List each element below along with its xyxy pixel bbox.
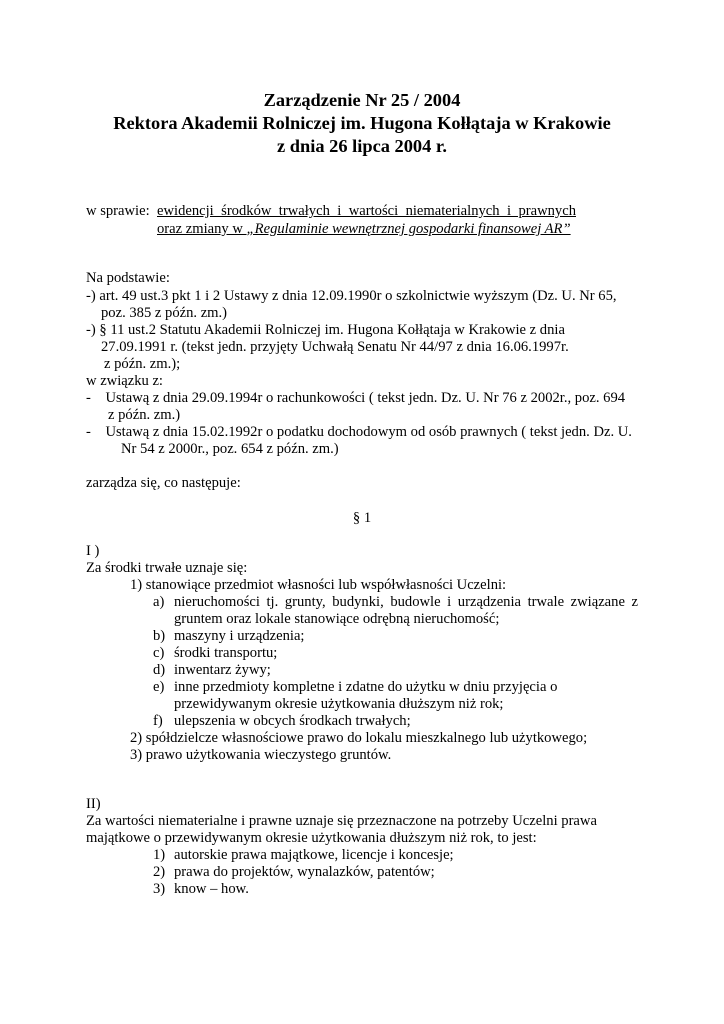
subitem-letter: d) — [153, 662, 166, 678]
subject-line-1: ewidencji środków trwałych i wartości niematerialnych i prawnych — [157, 203, 576, 219]
subitem-text: nieruchomości tj. grunty, budynki, budowle i urządzenia trwale związane z — [174, 594, 638, 610]
part-2-item-num: 2) — [153, 864, 166, 880]
connection-item-2-cont: Nr 54 z 2000r., poz. 654 z późn. zm.) — [121, 441, 339, 457]
section-mark: § 1 — [352, 510, 372, 526]
subitem-cont: przewidywanym okresie użytkowania dłuższym niż rok; — [174, 696, 504, 712]
part-2-item-text: know – how. — [174, 881, 249, 897]
subitem-letter: a) — [153, 594, 165, 610]
part-1-item-3: 3) prawo użytkowania wieczystego gruntów. — [130, 747, 392, 763]
subitem-text: środki transportu; — [174, 645, 278, 661]
subject-line-2 — [157, 221, 571, 239]
connection-item-1-cont: z późn. zm.) — [108, 407, 181, 423]
part-2-number: II) — [86, 796, 101, 812]
decree-title: Zarządzenie Nr 25 / 2004 — [263, 90, 461, 110]
part-1-number: I ) — [86, 543, 100, 559]
basis-item-1: -) art. 49 ust.3 pkt 1 i 2 Ustawy z dnia 12.09.1990r o szkolnictwie wyższym (Dz. U. Nr 65, — [86, 288, 617, 304]
subitem-letter: e) — [153, 679, 165, 695]
part-2-intro-1: Za wartości niematerialne i prawne uznaje się przeznaczone na potrzeby Uczelni prawa — [86, 813, 597, 829]
date-line: z dnia 26 lipca 2004 r. — [277, 136, 447, 156]
part-1-item-2: 2) spółdzielcze własnościowe prawo do lokalu mieszkalnego lub użytkowego; — [130, 730, 588, 746]
subitem-text: inwentarz żywy; — [174, 662, 271, 678]
issuer-line: Rektora Akademii Rolniczej im. Hugona Kołłątaja w Krakowie — [113, 113, 611, 133]
subitem-letter: f) — [153, 713, 163, 729]
part-1-intro: Za środki trwałe uznaje się: — [86, 560, 248, 576]
subitem-cont: gruntem oraz lokale stanowiące odrębną nieruchomość; — [174, 611, 500, 627]
basis-item-2-cont: z późn. zm.); — [104, 356, 181, 372]
subitem-letter: c) — [153, 645, 165, 661]
subitem-letter: b) — [153, 628, 166, 644]
connection-item-1: - Ustawą z dnia 29.09.1994r o rachunkowości ( tekst jedn. Dz. U. Nr 76 z 2002r., poz. 694 — [86, 390, 626, 406]
subitem-text: maszyny i urządzenia; — [174, 628, 305, 644]
connection-item-2: - Ustawą z dnia 15.02.1992r o podatku dochodowym od osób prawnych ( tekst jedn. Dz. U. — [86, 424, 632, 440]
part-2-intro-2: majątkowe o przewidywanym okresie użytkowania dłuższym niż rok, to jest: — [86, 830, 537, 846]
subject-line-2-prefix: oraz zmiany w — [157, 221, 247, 237]
decree-intro: zarządza się, co następuje: — [86, 475, 241, 491]
subject-label: w sprawie: — [86, 203, 150, 219]
part-2-item-num: 1) — [153, 847, 166, 863]
part-1-item-1: 1) stanowiące przedmiot własności lub współwłasności Uczelni: — [130, 577, 507, 593]
connection-heading: w związku z: — [86, 373, 163, 389]
subitem-text: inne przedmioty kompletne i zdatne do użytku w dniu przyjęcia o — [174, 679, 558, 695]
basis-heading: Na podstawie: — [86, 270, 170, 286]
regulation-title: „Regulaminie wewnętrznej gospodarki finansowej AR” — [246, 221, 571, 237]
subitem-text: ulepszenia w obcych środkach trwałych; — [174, 713, 411, 729]
part-2-item-num: 3) — [153, 881, 166, 897]
basis-item-1-cont: poz. 385 z późn. zm.) — [101, 305, 228, 321]
basis-item-2: -) § 11 ust.2 Statutu Akademii Rolniczej im. Hugona Kołłątaja w Krakowie z dnia — [86, 322, 565, 338]
part-2-item-text: autorskie prawa majątkowe, licencje i koncesje; — [174, 847, 454, 863]
basis-item-2-cont: 27.09.1991 r. (tekst jedn. przyjęty Uchwałą Senatu Nr 44/97 z dnia 16.06.1997r. — [101, 339, 569, 355]
part-2-item-text: prawa do projektów, wynalazków, patentów; — [174, 864, 435, 880]
